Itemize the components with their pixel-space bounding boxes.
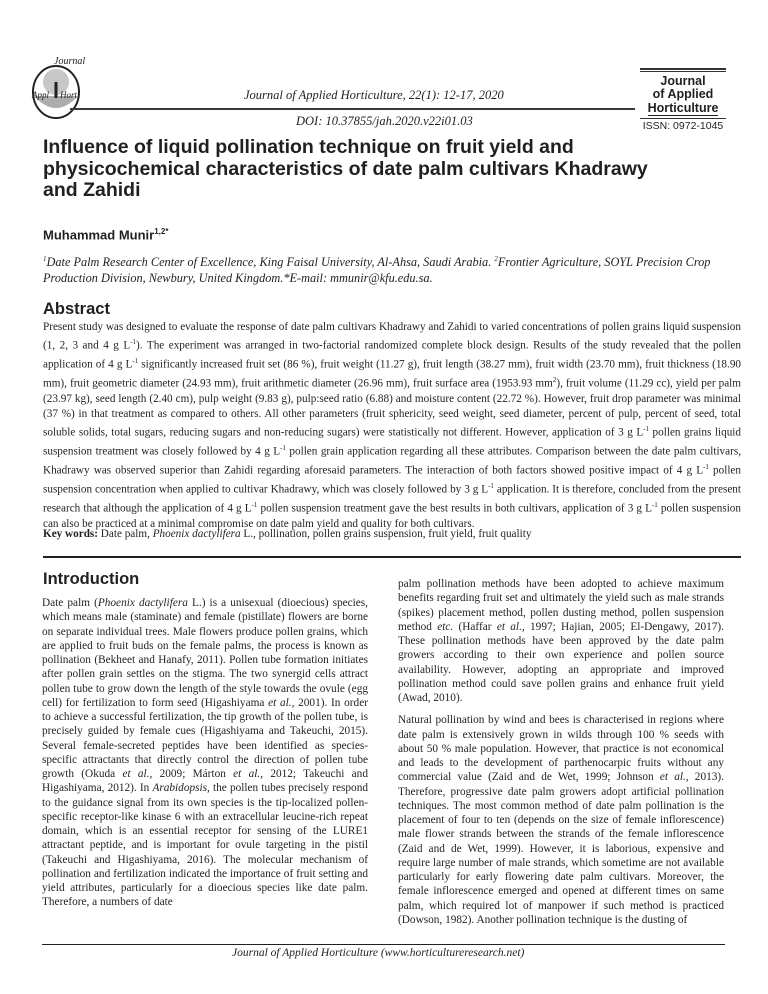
abstract-body	[43, 320, 741, 532]
svg-text:Appl: Appl	[32, 90, 49, 100]
abstract-text: pollen suspension treatment gave the best results in both cultivars, application of 3 g L	[257, 502, 652, 515]
affil-sup: 1	[43, 255, 47, 263]
footer-divider	[42, 944, 725, 945]
footer-text: Journal of Applied Horticulture (www.horticultureresearch.net)	[232, 947, 525, 959]
abstract-text: application. It is therefore, concluded from the present research that although the application of 4 g L	[43, 483, 741, 515]
brand-rule	[640, 71, 726, 72]
abstract-text: pollen grain application regarding all these attributes. Comparison between the date palm cultivars, Khadrawy was observed superior than Zahidi regarding aforesaid parameters. The interaction of both factors showed positive impact of 4 g L	[43, 446, 741, 478]
paragraph: Natural pollination by wind and bees is characterised in regions where date palm is extensively grown in wilds through 100 % seeds with about 50 % male population. However, that practice is not economical and leads to the development of parthenocarpic fruits without any commercial value (Zaid and de Wet, 1999; Johnson et al., 2013). Therefore, progressive date palm growers adopt artificial pollination techniques. The most common method of date palm pollination is the placement of four to ten (depends on the size of female inflorescence) male flower strands between the strands of the female inflorescence (Zaid and de Wet, 1999). However, it is laborious, expensive and require large number of male strands, which sometime are not available particularly for early flowering date palm cultivars. Moreover, the female inflorescence emerged and opened at different times on same palm, which required lot of manpower if such method is practiced (Dowson, 1982). Another pollination technique is the dusting of	[398, 714, 724, 926]
affil-text-1: Date Palm Research Center of Excellence, King Faisal University, Al-Ahsa, Saudi Arabia.	[46, 255, 495, 270]
abstract-text: pollen suspension can also be practiced at a minimal compromise on date palm yield and quality for both cultivars.	[43, 502, 741, 531]
sup: -1	[251, 501, 258, 510]
author-name: Muhammad Munir	[43, 227, 155, 243]
sup: -1	[130, 338, 137, 347]
abstract-text: pollen suspension concentration when applied to cultivar Khadrawy, which was closely followed by 3 g L	[43, 465, 741, 496]
brand-line-1: Journal	[660, 73, 706, 88]
paragraph: Date palm (Phoenix dactylifera L.) is a unisexual (dioecious) species, which means male (staminate) and female (pistillate) flowers are borne on separate individual trees. Male flowers produce pollen grains, which are applied to fruit buds on the female palms, the process is known as pollination (Bekheet and Hanafy, 2011). Pollen tube formation initiates after pollen grain settles on the stigma. The two synergid cells attract pollen tube to grow down the length of the style towards the ovule (egg cell) for fertilization to form seed (Higashiyama et al., 2001). In order to achieve a successful fertilization, the tip growth of the pollen tube, is precisely guided by female cues (Higashiyama and Takeuchi, 2015). Several female-secreted peptides have been identified as species-specific attractants that directly control the direction of pollen tube growth (Okuda et al., 2009; Márton et al., 2012; Takeuchi and Higashiyama, 2012). In Arabidopsis, the pollen tubes precisely respond to the guidance signal from its own species is the tip-localized pollen-specific receptor-like kinase 6 with an extracellular leucine-rich repeat domain, which is an essential receptor for sensing of the LURE1 attractant peptide, and is important for ovule targeting in the pistil (Takeuchi and Higashiyama, 2016). The molecular mechanism of pollination and fertilization indicated the importance of fruit setting and yield attributes, particularly for a dioecious species like date palm. Therefore, a numbers of date	[42, 597, 369, 909]
sup: -1	[643, 425, 650, 434]
brand-rule	[640, 68, 726, 70]
abstract-text: Present study was designed to evaluate the response of date palm cultivars Khadrawy and Zahidi to varied concentrations of pollen grains liquid suspension (1, 2, 3 and 4 g L	[43, 321, 741, 352]
svg-text:Journal: Journal	[54, 56, 86, 67]
keywords-text: L., pollination, pollen grains suspension, fruit yield, fruit quality	[240, 528, 532, 540]
right-column	[398, 577, 724, 935]
left-column	[42, 596, 368, 918]
affil-sup: 2	[494, 255, 498, 263]
abstract-heading: Abstract	[43, 300, 110, 318]
keywords-label: Key words:	[43, 528, 98, 540]
tree-logo-icon	[26, 54, 92, 120]
author-sup: 1,2*	[154, 227, 169, 236]
journal-brand	[640, 68, 726, 132]
sup: -1	[280, 444, 286, 453]
journal-logo	[26, 54, 92, 120]
introduction-heading: Introduction	[43, 570, 140, 588]
keywords-italic: Phoenix dactylifera	[152, 528, 241, 540]
issn: ISSN: 0972-1045	[640, 118, 726, 132]
brand-line-2: of Applied	[652, 87, 714, 101]
abstract-text: ), fruit volume (11.29 cc), yield per palm (23.97 kg), seed length (2.40 cm), pulp weight (9.83 g), pulp:seed ratio (6.88) and moisture content (22.72 %). However, fruit drop parameter was minimal (37 %) in that treatment as compared to others. All other parameters (fruit sphericity, seed weight, seed diameter, percent of pulp, percent of seed, total soluble solids, total sugars, reducing sugars and non-reducing sugars) were statistically not different. However, application of 3 g L	[43, 377, 741, 440]
sup: 2	[552, 376, 557, 385]
abstract-text: significantly increased fruit set (86 %), fruit weight (11.27 g), fruit length (38.27 mm), fruit width (23.70 mm), fruit thickness (18.90 mm), fruit geometric diameter (24.93 mm), fruit arithmetic diameter (26.96 mm), fruit surface area (1953.93 mm	[43, 358, 742, 390]
keywords-text: Date palm,	[98, 528, 153, 540]
article-title: Influence of liquid pollination technique on fruit yield and physicochemical characteristics of date palm cultivars Khadrawy and Zahidi	[43, 136, 648, 201]
sup: -1	[488, 482, 494, 491]
brand-line-3: Horticulture	[647, 100, 719, 115]
author	[43, 227, 168, 242]
sup: -1	[132, 357, 139, 366]
svg-text:Hort: Hort	[60, 90, 78, 100]
affil-text-2: Frontier Agriculture, SOYL Precision Crop Production Division, Newbury, United Kingdom.*E-mail: mmunir@kfu.edu.sa.	[43, 255, 711, 285]
section-divider	[43, 556, 741, 558]
sup: -1	[651, 501, 658, 510]
keywords	[43, 528, 741, 540]
journal-citation: Journal of Applied Horticulture, 22(1): 12-17, 2020	[244, 88, 504, 102]
affiliation	[43, 252, 743, 286]
abstract-text: ). The experiment was arranged in two-factorial randomized complete block design. Results of the study revealed that the pollen application of 4 g L	[43, 339, 741, 371]
doi[interactable]: DOI: 10.37855/jah.2020.v22i01.03	[296, 114, 473, 128]
paragraph: palm pollination methods have been adopted to achieve maximum benefits regarding fruit set and ultimately the yield such as male strands (spikes) placement method, pollen dusting method, pollen suspension method etc. (Haffar et al., 1997; Hajian, 2005; El-Dengawy, 2017). These pollination methods have been approved by the date palm growers according to their own experience and pollen source availability. However, adopting an appropriate and improved pollination method could save pollen grains and enhance fruit yield (Awad, 2010).	[398, 578, 724, 704]
header-divider	[70, 108, 635, 110]
sup: -1	[703, 463, 709, 472]
abstract-text: pollen grains liquid suspension treatment was closely followed by 4 g L	[43, 427, 741, 459]
